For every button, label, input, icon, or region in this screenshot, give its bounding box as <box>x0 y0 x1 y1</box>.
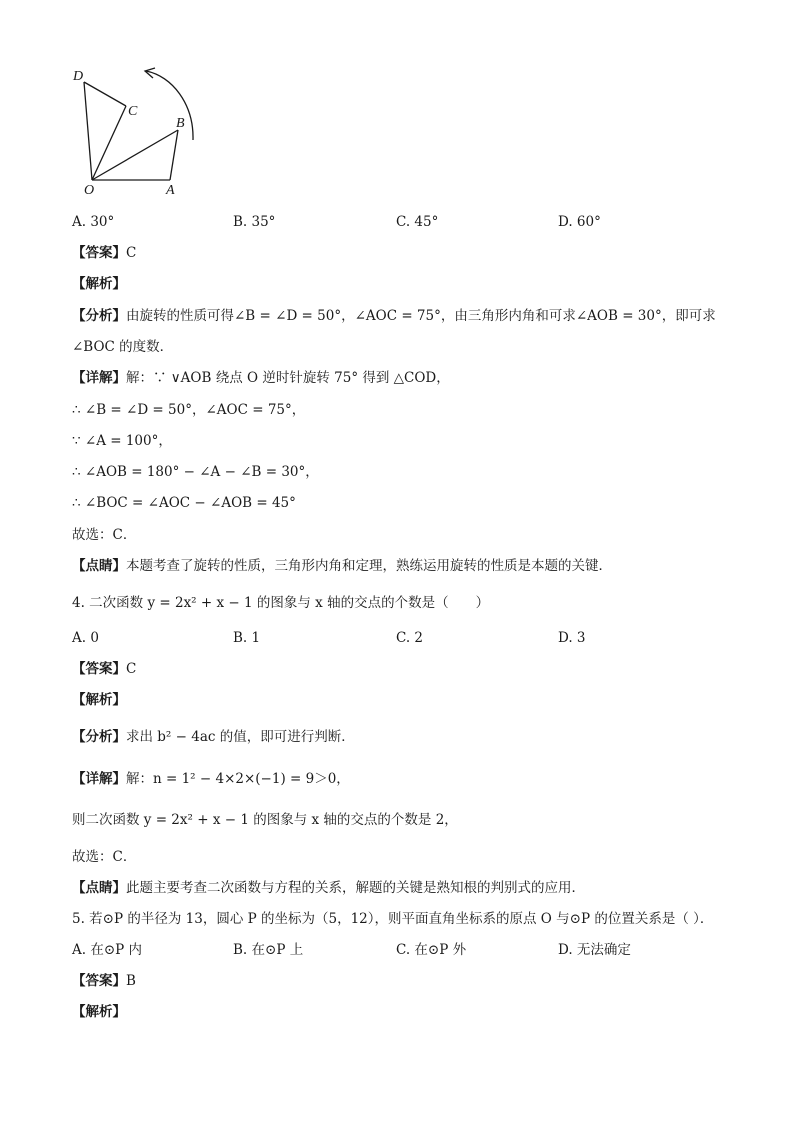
label-A: A <box>166 183 175 198</box>
q3-option-b: B. 35° <box>233 214 276 230</box>
segment-OB <box>92 130 178 180</box>
xiangjie-tag: 【详解】 <box>72 771 126 787</box>
q3-choice: 故选：C． <box>72 527 137 543</box>
q3-answer <box>72 243 136 263</box>
analysis-tag: 【解析】 <box>72 692 126 708</box>
q3-option-a: A. 30° <box>72 214 115 230</box>
q4-option-a: A. 0 <box>72 630 99 646</box>
label-B: B <box>176 116 185 131</box>
segment-DC <box>84 82 126 106</box>
dianjing-text: 此题主要考查二次函数与方程的关系，解题的关键是熟知根的判别式的应用． <box>126 880 585 896</box>
xiangjie-text: 解：∵ ∨AOB 绕点 O 逆时针旋转 75° 得到 △COD， <box>126 370 450 386</box>
q4-answer <box>72 659 136 679</box>
q4-conclusion: 则二次函数 y = 2x² + x − 1 的图象与 x 轴的交点的个数是 2， <box>72 812 458 828</box>
q3-analysis <box>72 274 126 294</box>
q4-option-c: C. 2 <box>396 630 424 646</box>
q3-step-1: ∴ ∠B = ∠D = 50°，∠AOC = 75°， <box>72 402 306 418</box>
q3-dianjing <box>72 556 612 576</box>
q4-choice: 故选：C． <box>72 849 137 865</box>
dianjing-tag: 【点睛】 <box>72 880 126 896</box>
q5-answer <box>72 971 136 991</box>
rotation-arc <box>146 71 193 140</box>
fenxi-text: 由旋转的性质可得∠B = ∠D = 50°，∠AOC = 75°，由三角形内角和可求∠AOB = 30°，即可求 <box>126 308 716 324</box>
segment-OD <box>84 82 92 180</box>
q4-fenxi <box>72 727 355 747</box>
label-D: D <box>73 69 84 84</box>
answer-tag: 【答案】 <box>72 245 126 261</box>
q3-option-c: C. 45° <box>396 214 439 230</box>
q4-option-d: D. 3 <box>558 630 586 646</box>
q3-fenxi <box>72 306 716 326</box>
q3-step-3: ∴ ∠AOB = 180° − ∠A − ∠B = 30°， <box>72 464 319 480</box>
xiangjie-tag: 【详解】 <box>72 370 126 386</box>
rotation-figure <box>60 60 210 205</box>
dianjing-text: 本题考查了旋转的性质，三角形内角和定理，熟练运用旋转的性质是本题的关键． <box>126 558 612 574</box>
q4-xiangjie <box>72 769 350 789</box>
q3-fenxi-cont: ∠BOC 的度数． <box>72 339 174 355</box>
q5-option-d: D. 无法确定 <box>558 942 631 958</box>
xiangjie-text: 解：n = 1² − 4×2×(−1) = 9＞0， <box>126 771 350 787</box>
answer-value: B <box>126 973 136 989</box>
analysis-tag: 【解析】 <box>72 276 126 292</box>
q4-option-b: B. 1 <box>233 630 261 646</box>
q5-option-b: B. 在⊙P 上 <box>233 942 304 958</box>
q3-xiangjie <box>72 368 450 388</box>
q5-analysis <box>72 1002 126 1022</box>
fenxi-tag: 【分析】 <box>72 729 126 745</box>
q4-stem: 4. 二次函数 y = 2x² + x − 1 的图象与 x 轴的交点的个数是（ ） <box>72 595 490 611</box>
q4-analysis <box>72 690 126 710</box>
label-C: C <box>128 104 138 119</box>
q5-option-a: A. 在⊙P 内 <box>72 942 143 958</box>
label-O: O <box>84 183 95 198</box>
q4-dianjing <box>72 878 585 898</box>
fenxi-text: 求出 b² − 4ac 的值，即可进行判断． <box>126 729 355 745</box>
answer-value: C <box>126 661 137 677</box>
analysis-tag: 【解析】 <box>72 1004 126 1020</box>
answer-tag: 【答案】 <box>72 661 126 677</box>
q3-option-d: D. 60° <box>558 214 601 230</box>
q3-step-4: ∴ ∠BOC = ∠AOC − ∠AOB = 45° <box>72 495 296 511</box>
q3-step-2: ∵ ∠A = 100°， <box>72 433 172 449</box>
answer-tag: 【答案】 <box>72 973 126 989</box>
segment-CO <box>92 106 126 180</box>
q5-option-c: C. 在⊙P 外 <box>396 942 467 958</box>
fenxi-tag: 【分析】 <box>72 308 126 324</box>
answer-value: C <box>126 245 137 261</box>
dianjing-tag: 【点睛】 <box>72 558 126 574</box>
segment-BA <box>170 130 178 180</box>
q5-stem: 5. 若⊙P 的半径为 13，圆心 P 的坐标为（5，12），则平面直角坐标系的原点 O 与⊙P 的位置关系是（ ）． <box>72 911 714 927</box>
